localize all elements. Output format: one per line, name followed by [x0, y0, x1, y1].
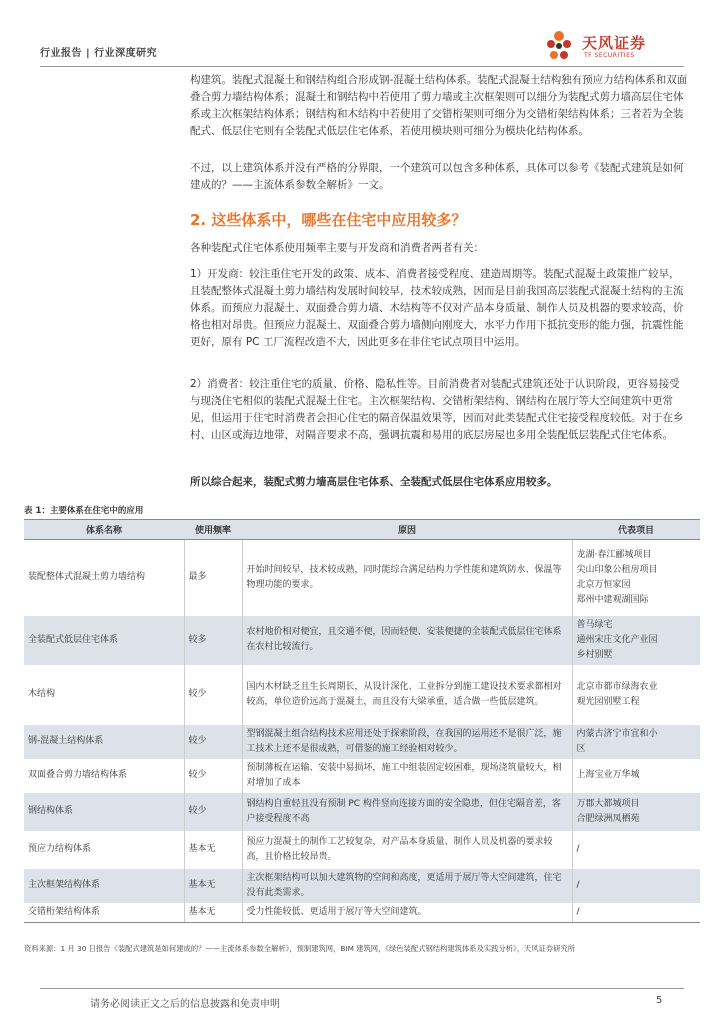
paragraph-consumers: 2）消费者：较注重住宅的质量、价格、隐私性等。目前消费者对装配式建筑还处于认识阶段，更容易接受与现浇住宅相似的装配式混凝土住宅。主次框架结构、交错桁架结构、钢结构在展厅等大空间建筑中更常见，但运用于住宅时消费者会担心住宅的隔音保温效果等，因而对此类装配式住宅接受程度较低。对于在乡村、山区或海边地带，对隔音要求不高，强调抗震和易用的底层房屋也多用全装配低层装配式住宅体系。 — [190, 378, 684, 441]
table-row — [24, 903, 700, 923]
cell-projects: 北京市都市绿海农业 观光园别墅工程 — [576, 681, 658, 707]
paragraph-no-strict-boundary: 不过，以上建筑体系并没有严格的分界限，一个建筑可以包含多种体系，具体可以参考《装配式建筑是如何建成的？——主流体系参数全解析》一文。 — [190, 162, 684, 191]
cell-system-name: 木结构 — [24, 665, 184, 725]
cell-system-name: 钢结构体系 — [24, 793, 184, 831]
structure-application-table — [24, 519, 700, 923]
header-divider — [40, 66, 684, 67]
cell-projects: / — [572, 869, 700, 903]
paragraph-intro: 各种装配式住宅体系使用频率主要与开发商和消费者两者有关： — [190, 242, 484, 254]
page-header — [40, 36, 684, 66]
cell-projects: 普马绿宅 通州宋庄文化产业园 乡村别墅 — [572, 616, 700, 665]
header-frequency: 使用频率 — [184, 520, 242, 540]
cell-frequency: 基本无 — [184, 903, 242, 923]
cell-system-name: 主次框架结构体系 — [24, 869, 184, 903]
table-row — [24, 665, 700, 725]
table-body — [24, 540, 700, 923]
table-row — [24, 725, 700, 759]
table-caption: 表 1：主要体系在住宅中的应用 — [24, 506, 144, 516]
source-note: 资料来源：1 月 30 日报告《装配式建筑是如何建成的？——主流体系参数全解析》，预制建筑网，BIM 建筑网，《绿色装配式钢结构建筑体系及实践分析》，天风证券研究所 — [24, 944, 576, 953]
cell-reason: 开始时间较早，技术较成熟，同时能综合满足结构力学性能和建筑防水、保温等物理功能的要求。 — [242, 540, 572, 616]
cell-reason: 受力性能较低、更适用于展厅等大空间建筑。 — [242, 903, 572, 923]
cell-system-name: 交错桁架结构体系 — [24, 903, 184, 923]
cell-projects: / — [572, 903, 700, 923]
cell-system-name: 钢-混凝土结构体系 — [24, 725, 184, 759]
cell-reason: 型钢混凝土组合结构技术应用还处于探索阶段，在我国的运用还不是很广泛，施工技术上还不是很成熟，可借鉴的施工经验相对较少。 — [242, 725, 572, 759]
cell-frequency: 较少 — [184, 759, 242, 793]
paragraph-structure-types: 构建筑。装配式混凝土和钢结构组合形成钢-混凝土结构体系。装配式混凝土结构独有预应力结构体系和双面叠合剪力墙结构体系；混凝土和钢结构中若使用了剪力墙或主次框架则可以细分为装配式剪力墙高层住宅体系或主次框架结构体系；钢结构和木结构中若使用了交错桁架则可细分为交错桁架结构体系；三者若为全装配式、低层住宅则有全装配式低层住宅体系，若使用模块则可细分为模块化结构体系。 — [190, 74, 688, 137]
paragraph-developers: 1）开发商：较注重住宅开发的政策、成本、消费者接受程度、建造周期等。装配式混凝土政策推广较早，且装配整体式混凝土剪力墙结构发展时间较早，技术较成熟，因而是目前我国高层装配式混凝土结构的主流体系。而预应力混凝土、双面叠合剪力墙、木结构等不仅对产品本身质量、制作人员及机器的要求较高，价格也相对昂贵。但预应力混凝土、双面叠合剪力墙侧向刚度大，水平力作用下抵抗变形的能力强，抗震性能更好，原有 PC 工厂流程改造不大，因此更多在非住宅试点项目中运用。 — [190, 268, 684, 348]
cell-frequency: 较多 — [184, 616, 242, 665]
table-row — [24, 616, 700, 665]
page-number: 5 — [656, 995, 663, 1006]
table-row — [24, 759, 700, 793]
logo-flower-icon — [544, 28, 574, 64]
cell-system-name: 全装配式低层住宅体系 — [24, 616, 184, 665]
cell-frequency: 基本无 — [184, 869, 242, 903]
company-logo — [544, 28, 684, 64]
cell-reason: 钢结构自重轻且没有预制 PC 构件竖向连接方面的安全隐患，但住宅隔音差，客户接受程度不高 — [242, 793, 572, 831]
cell-projects: 万郡大都城项目 合肥绿洲凤栖苑 — [572, 793, 700, 831]
footer-divider — [40, 988, 684, 989]
header-system-name: 体系名称 — [24, 520, 184, 540]
table-header-row — [24, 520, 700, 540]
logo-text: 天风证券 — [582, 34, 647, 52]
header-projects: 代表项目 — [572, 520, 700, 540]
cell-system-name: 装配整体式混凝土剪力墙结构 — [24, 540, 184, 616]
cell-frequency: 较少 — [184, 665, 242, 725]
paragraph-conclusion: 所以综合起来，装配式剪力墙高层住宅体系、全装配式低层住宅体系应用较多。 — [190, 476, 558, 488]
cell-system-name: 双面叠合剪力墙结构体系 — [24, 759, 184, 793]
footer-disclaimer: 请务必阅读正文之后的信息披露和免责申明 — [90, 999, 280, 1010]
cell-projects: 上海宝业万华城 — [576, 770, 640, 780]
cell-system-name: 预应力结构体系 — [24, 831, 184, 869]
table-row — [24, 793, 700, 831]
cell-reason: 农村地价相对便宜，且交通不便，因而轻便、安装便捷的全装配式低层住宅体系在农村比较流行。 — [242, 616, 572, 665]
cell-frequency: 基本无 — [184, 831, 242, 869]
cell-projects: 龙湖·春江郦城项目 尖山印象公租房项目 北京万恒家园 郑州中建观湖国际 — [576, 549, 658, 605]
cell-frequency: 较少 — [184, 793, 242, 831]
cell-reason: 国内木材缺乏且生长周期长，从设计深化、工业拆分到施工建设技术要求都相对较高，单位造价远高于混凝土，而且没有大梁承重，适合做一些低层建筑。 — [242, 665, 572, 725]
report-category: 行业报告 | 行业深度研究 — [40, 48, 158, 59]
table-row — [24, 869, 700, 903]
cell-reason: 主次框架结构可以加大建筑物的空间和高度，更适用于展厅等大空间建筑，住宅没有此类需求。 — [242, 869, 572, 903]
header-reason: 原因 — [242, 520, 572, 540]
cell-frequency: 较少 — [184, 725, 242, 759]
logo-subtext: TF SECURITIES — [584, 52, 635, 59]
cell-frequency: 最多 — [184, 540, 242, 616]
cell-reason: 预应力混凝土的制作工艺较复杂，对产品本身质量、制作人员及机器的要求较高，且价格比较昂贵。 — [242, 831, 572, 869]
section-heading: 2. 这些体系中，哪些在住宅中应用较多？ — [190, 211, 467, 229]
table-row — [24, 831, 700, 869]
table-row — [24, 540, 700, 616]
cell-projects: 内蒙古济宁市宜和小 区 — [572, 725, 700, 759]
cell-reason: 预制薄板在运输、安装中易损坏，施工中组装固定较困难，现场浇筑量较大，相对增加了成本 — [242, 759, 572, 793]
cell-projects: / — [576, 844, 580, 854]
